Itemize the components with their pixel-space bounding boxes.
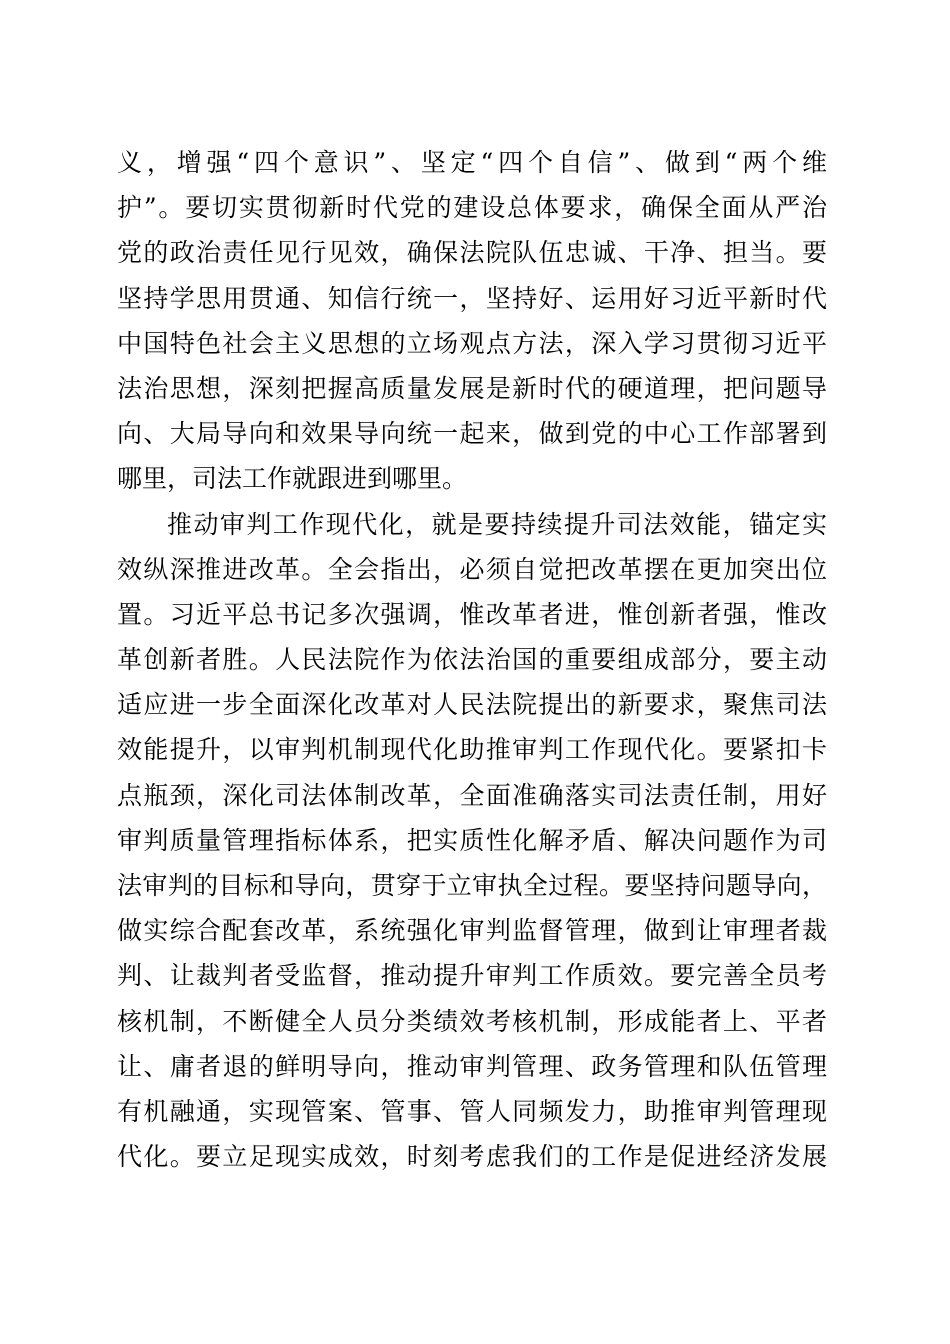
text-line: 代化。要立足现实成效，时刻考虑我们的工作是促进经济发展 [117, 1142, 827, 1172]
body-text [117, 140, 827, 1179]
text-line: 义，增强“四个意识”、坚定“四个自信”、做到“两个维 [117, 148, 827, 177]
text-line: 让、庸者退的鲜明导向，推动审判管理、政务管理和队伍管理 [117, 1051, 827, 1081]
text-line: 核机制，不断健全人员分类绩效考核机制，形成能者上、平者 [117, 1006, 827, 1036]
text-line: 坚持学思用贯通、知信行统一，坚持好、运用好习近平新时代 [117, 283, 827, 313]
text-line: 法治思想，深刻把握高质量发展是新时代的硬道理，把问题导 [117, 373, 827, 403]
text-line: 做实综合配套改革，系统强化审判监督管理，做到让审理者裁 [117, 916, 827, 946]
paragraph-first-line: 推动审判工作现代化，就是要持续提升司法效能，锚定实 [167, 509, 827, 539]
paragraph-end-line: 哪里，司法工作就跟进到哪里。 [117, 464, 468, 494]
text-line: 效纵深推进改革。全会指出，必须自觉把改革摆在更加突出位 [117, 554, 827, 584]
text-line: 审判质量管理指标体系，把实质性化解矛盾、解决问题作为司 [117, 825, 827, 855]
text-line: 适应进一步全面深化改革对人民法院提出的新要求，聚焦司法 [117, 690, 827, 720]
text-line: 法审判的目标和导向，贯穿于立审执全过程。要坚持问题导向， [117, 871, 827, 900]
text-line: 护”。要切实贯彻新时代党的建设总体要求，确保全面从严治 [117, 193, 827, 223]
text-line: 点瓶颈，深化司法体制改革，全面准确落实司法责任制，用好 [117, 780, 827, 810]
text-line: 向、大局导向和效果导向统一起来，做到党的中心工作部署到 [117, 419, 827, 449]
text-line: 革创新者胜。人民法院作为依法治国的重要组成部分，要主动 [117, 645, 827, 675]
text-line: 党的政治责任见行见效，确保法院队伍忠诚、干净、担当。要 [117, 238, 827, 268]
text-line: 置。习近平总书记多次强调，惟改革者进，惟创新者强，惟改 [117, 599, 827, 629]
text-line: 效能提升，以审判机制现代化助推审判工作现代化。要紧扣卡 [117, 735, 827, 765]
text-line: 判、让裁判者受监督，推动提升审判工作质效。要完善全员考 [117, 961, 827, 991]
text-line: 有机融通，实现管案、管事、管人同频发力，助推审判管理现 [117, 1096, 827, 1126]
text-line: 中国特色社会主义思想的立场观点方法，深入学习贯彻习近平 [117, 328, 827, 358]
